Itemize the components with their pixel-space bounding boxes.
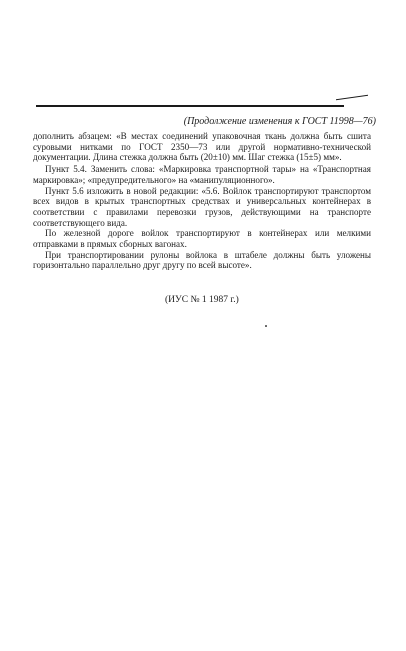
paragraph-item-5-6: Пункт 5.6 изложить в новой редакции: «5.6. Войлок транспортируют транспортом всех видов в крытых транспортных средствах и универсальных контейнерах в соответствии с правилами перевозки грузов, действующими на транспорте соответствующего вида.: [33, 185, 371, 228]
paragraph-item-5-4: Пункт 5.4. Заменить слова: «Маркировка транспортной тары» на «Транспортная маркировка»; «предупредительного» на «манипуляционного».: [33, 164, 371, 185]
top-rule: [36, 105, 344, 107]
paragraph-railway: По железной дороге войлок транспортируют в контейнерах или мелкими отправками в прямых сборных вагонах.: [33, 228, 371, 250]
continuation-header: (Продолжение изменения к ГОСТ 11998—76): [183, 116, 376, 127]
paragraph-stitching: дополнить абзацем: «В местах соединений упаковочная ткань должна быть сшита суровыми нитками по ГОСТ 2350—73 или другой нормативно-технической документации. Длина стежка должна быть (20±10) мм. Шаг стежка (15±5) мм».: [33, 131, 371, 163]
paragraph-stacking: При транспортировании рулоны войлока в штабеле должны быть уложены горизонтально параллельно друг другу по всей высоте».: [33, 249, 371, 271]
top-rule-tail: [336, 95, 368, 108]
amendment-text: [33, 131, 371, 271]
scan-speck: [265, 325, 267, 327]
source-reference: (ИУС № 1 1987 г.): [165, 295, 239, 305]
